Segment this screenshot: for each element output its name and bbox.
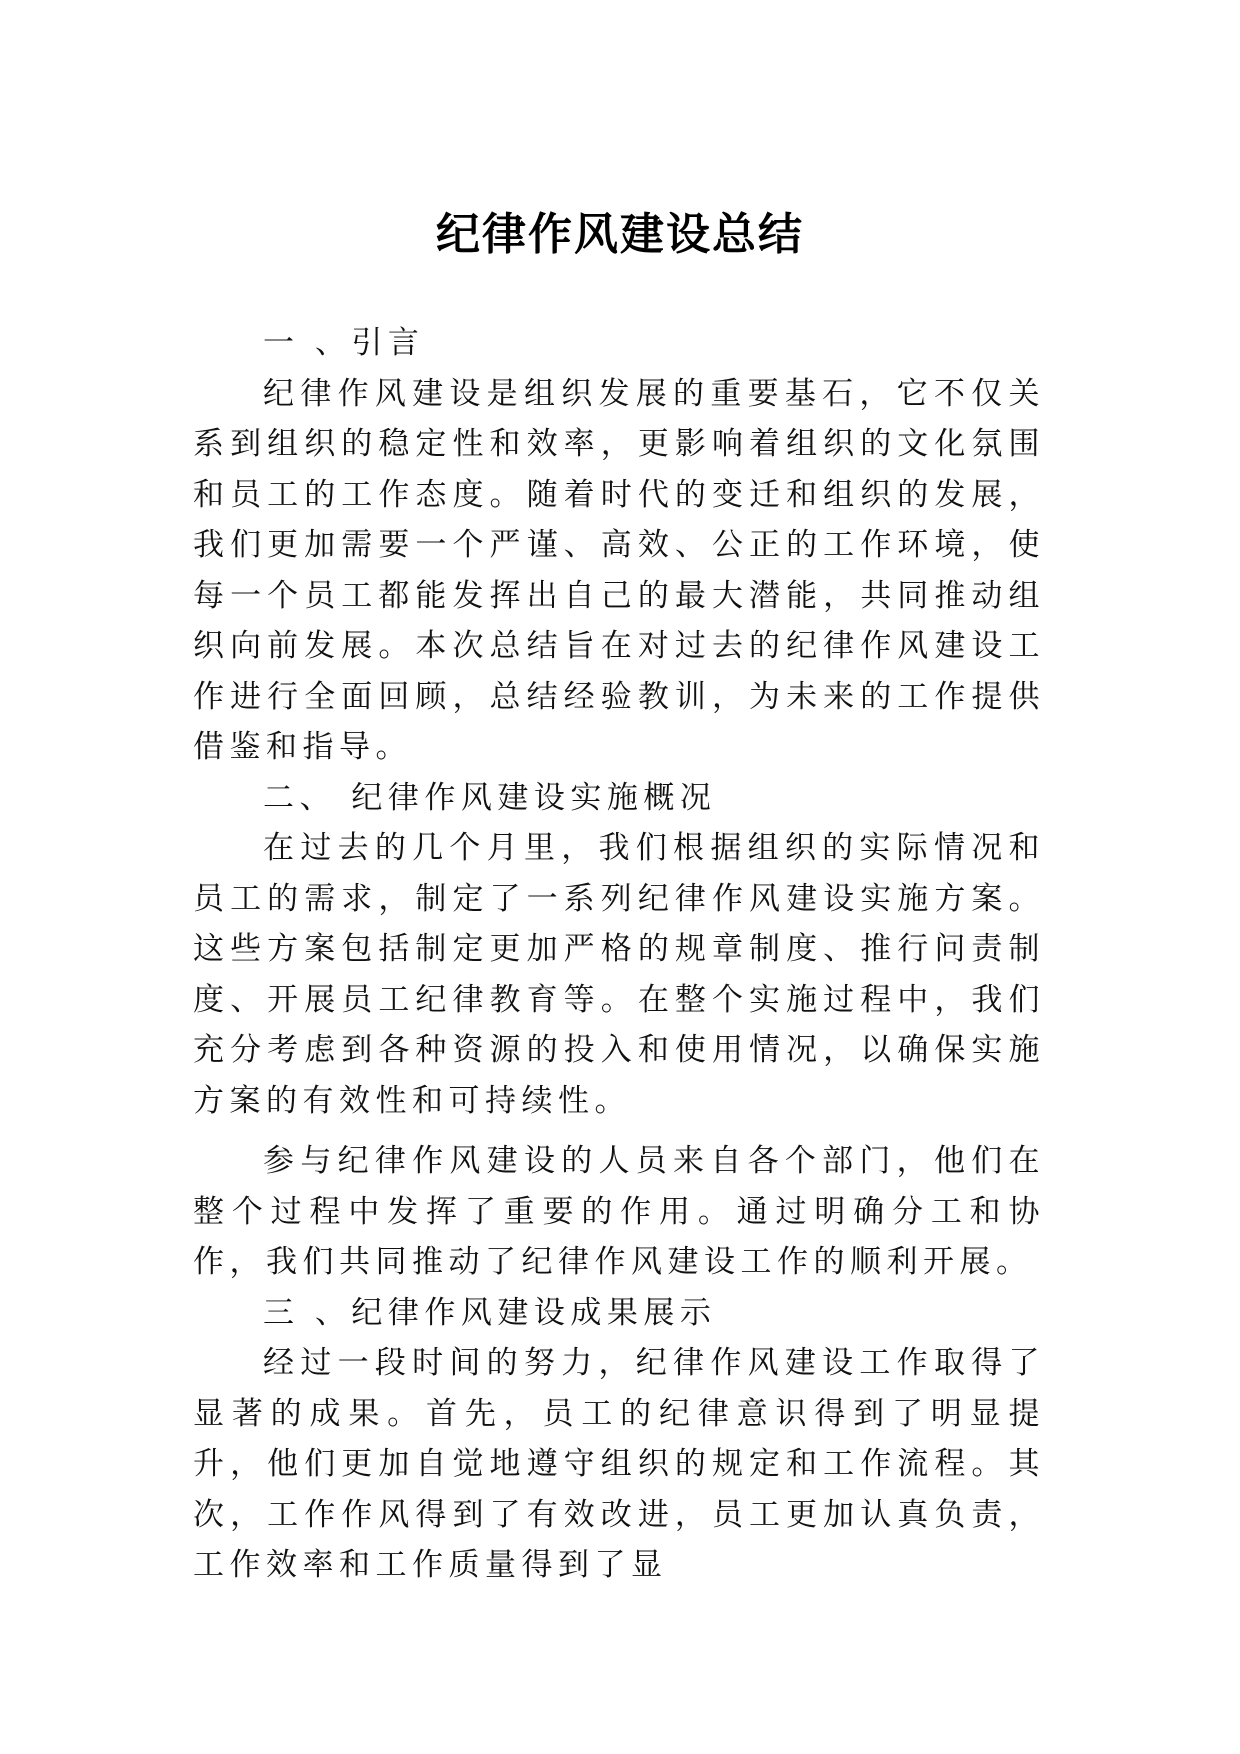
paragraph: 参与纪律作风建设的人员来自各个部门，他们在整个过程中发挥了重要的作用。通过明确分工和协作，我们共同推动了纪律作风建设工作的顺利开展。 xyxy=(193,1143,1045,1280)
document-body xyxy=(193,318,1045,1591)
paragraph: 经过一段时间的努力，纪律作风建设工作取得了显著的成果。首先，员工的纪律意识得到了明显提升，他们更加自觉地遵守组织的规定和工作流程。其次，工作作风得到了有效改进，员工更加认真负责，工作效率和工作质量得到了显 xyxy=(193,1345,1045,1583)
section-heading: 一 、引言 xyxy=(263,325,425,361)
document-title: 纪律作风建设总结 xyxy=(436,209,804,260)
section-heading: 三 、纪律作风建设成果展示 xyxy=(263,1294,717,1331)
section-heading: 二、 纪律作风建设实施概况 xyxy=(263,779,717,816)
paragraph: 在过去的几个月里，我们根据组织的实际情况和员工的需求，制定了一系列纪律作风建设实施方案。这些方案包括制定更加严格的规章制度、推行问责制度、开展员工纪律教育等。在整个实施过程中，我们充分考虑到各种资源的投入和使用情况，以确保实施方案的有效性和可持续性。 xyxy=(193,830,1045,1119)
paragraph: 纪律作风建设是组织发展的重要基石，它不仅关系到组织的稳定性和效率，更影响着组织的文化氛围和员工的工作态度。随着时代的变迁和组织的发展，我们更加需要一个严谨、高效、公正的工作环境，使每一个员工都能发挥出自己的最大潜能，共同推动组织向前发展。本次总结旨在对过去的纪律作风建设工作进行全面回顾，总结经验教训，为未来的工作提供借鉴和指导。 xyxy=(193,375,1045,765)
